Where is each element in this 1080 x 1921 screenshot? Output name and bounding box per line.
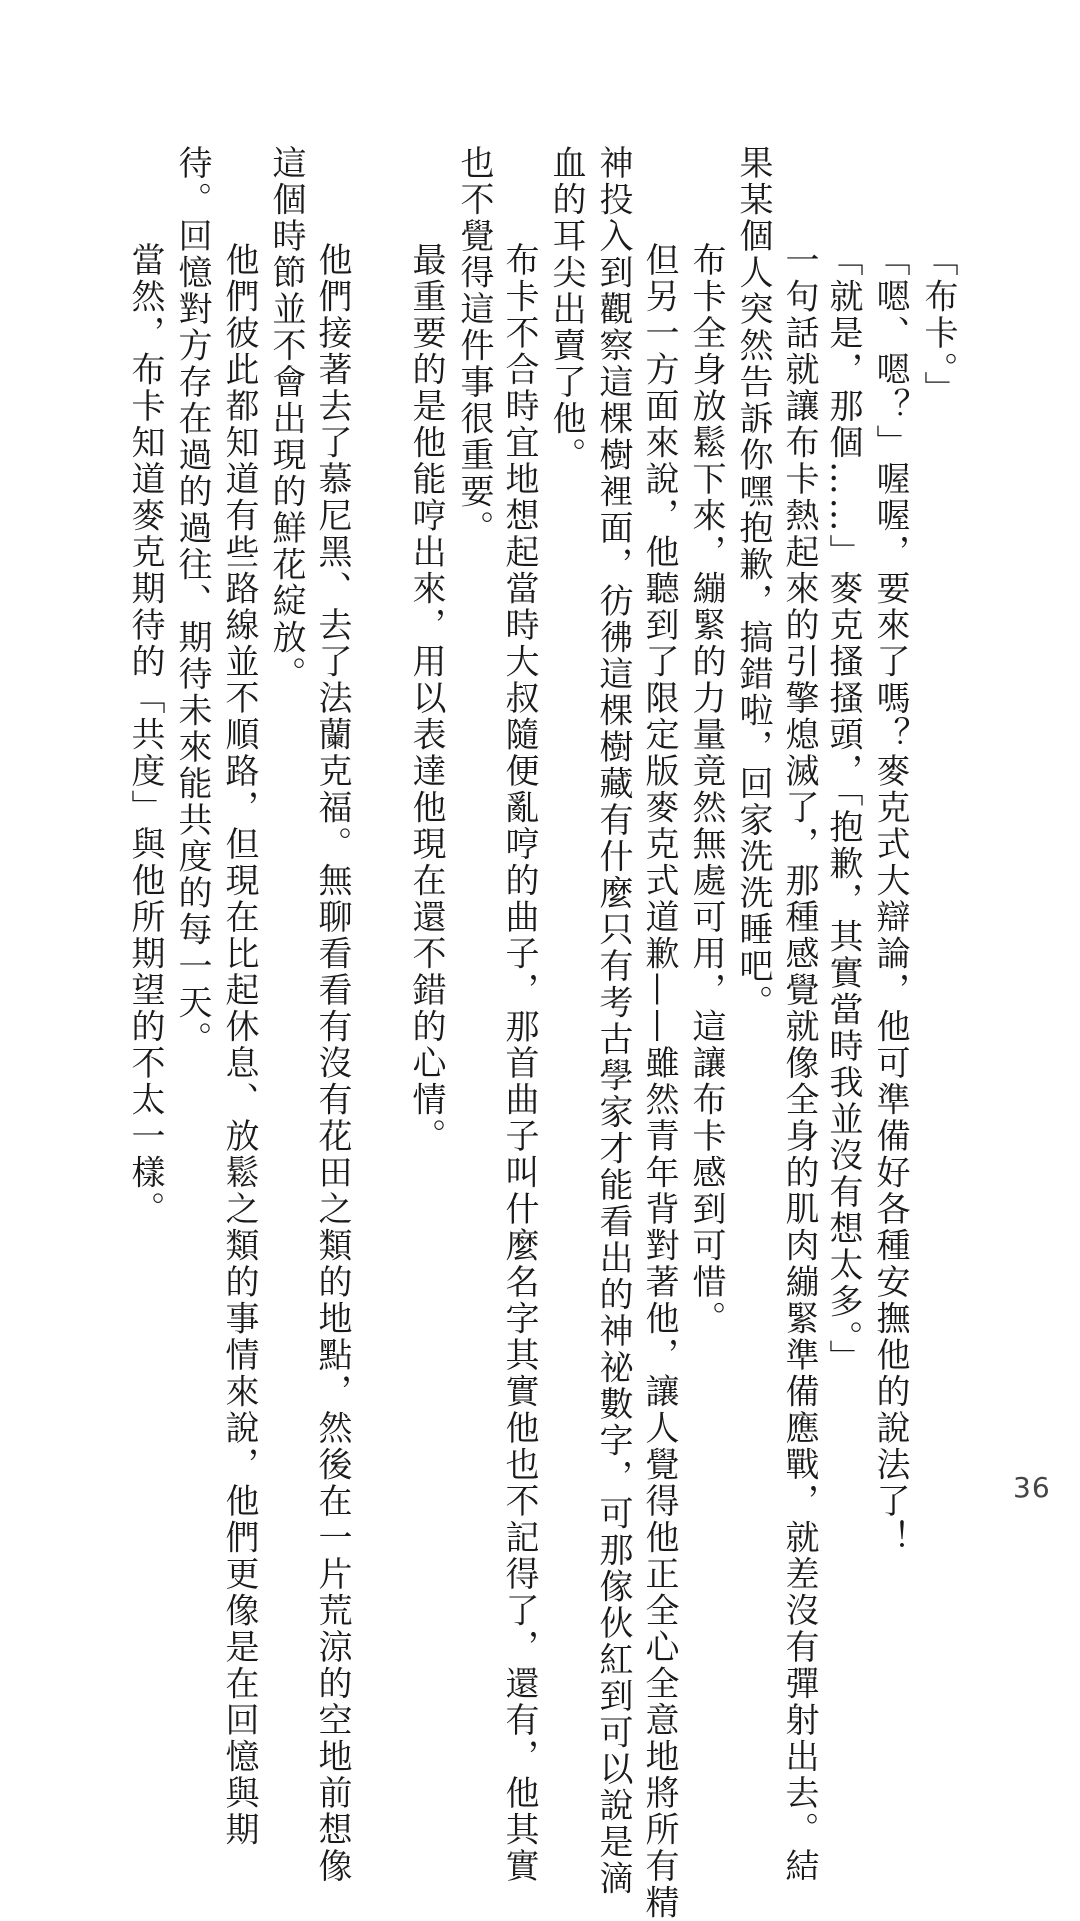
text-line: 最重要的是他能哼出來，用以表達他現在還不錯的心情。	[406, 242, 446, 1155]
text-line: 他們接著去了慕尼黑、去了法蘭克福。無聊看看有沒有花田之類的地點，然後在一片荒涼的空地前想像	[312, 242, 352, 1885]
text-line: 布卡全身放鬆下來，繃緊的力量竟然無處可用，這讓布卡感到可惜。	[686, 242, 726, 1337]
text-line: 但另一方面來說，他聽到了限定版麥克式道歉——雖然青年背對著他，讓人覺得他正全心全意地將所有精	[639, 242, 679, 1921]
text-line: 果某個人突然告訴你嘿抱歉，搞錯啦，回家洗洗睡吧。	[733, 145, 773, 1021]
text-line: 也不覺得這件事很重要。	[454, 145, 494, 547]
text-line: 「就是，那個……」麥克搔搔頭，「抱歉，其實當時我並沒有想太多。」	[823, 242, 863, 1376]
text-line: 待。回憶對方存在過的過往、期待未來能共度的每一天。	[172, 145, 212, 1058]
text-line: 神投入到觀察這棵樹裡面，彷彿這棵樹藏有什麼只有考古學家才能看出的神祕數字，可那傢伙紅到可以說是滴	[593, 145, 633, 1897]
text-line: 當然，布卡知道麥克期待的「共度」與他所期望的不太一樣。	[125, 242, 165, 1228]
text-line: 血的耳尖出賣了他。	[546, 145, 586, 474]
text-line: 他們彼此都知道有些路線並不順路，但現在比起休息、放鬆之類的事情來說，他們更像是在回憶與期	[219, 242, 259, 1848]
text-line: 布卡不合時宜地想起當時大叔隨便亂哼的曲子，那首曲子叫什麼名字其實他也不記得了，還有，他其實	[499, 242, 539, 1885]
page-number: 36	[1013, 1471, 1051, 1504]
text-line: 「嗯、嗯？」喔喔，要來了嗎？麥克式大辯論，他可準備好各種安撫他的說法了！	[870, 242, 910, 1556]
text-line: 一句話就讓布卡熱起來的引擎熄滅了，那種感覺就像全身的肌肉繃緊準備應戰，就差沒有彈射出去。結	[779, 242, 819, 1885]
text-line: 這個時節並不會出現的鮮花綻放。	[266, 145, 306, 693]
text-line: 「布卡。」	[918, 242, 958, 408]
